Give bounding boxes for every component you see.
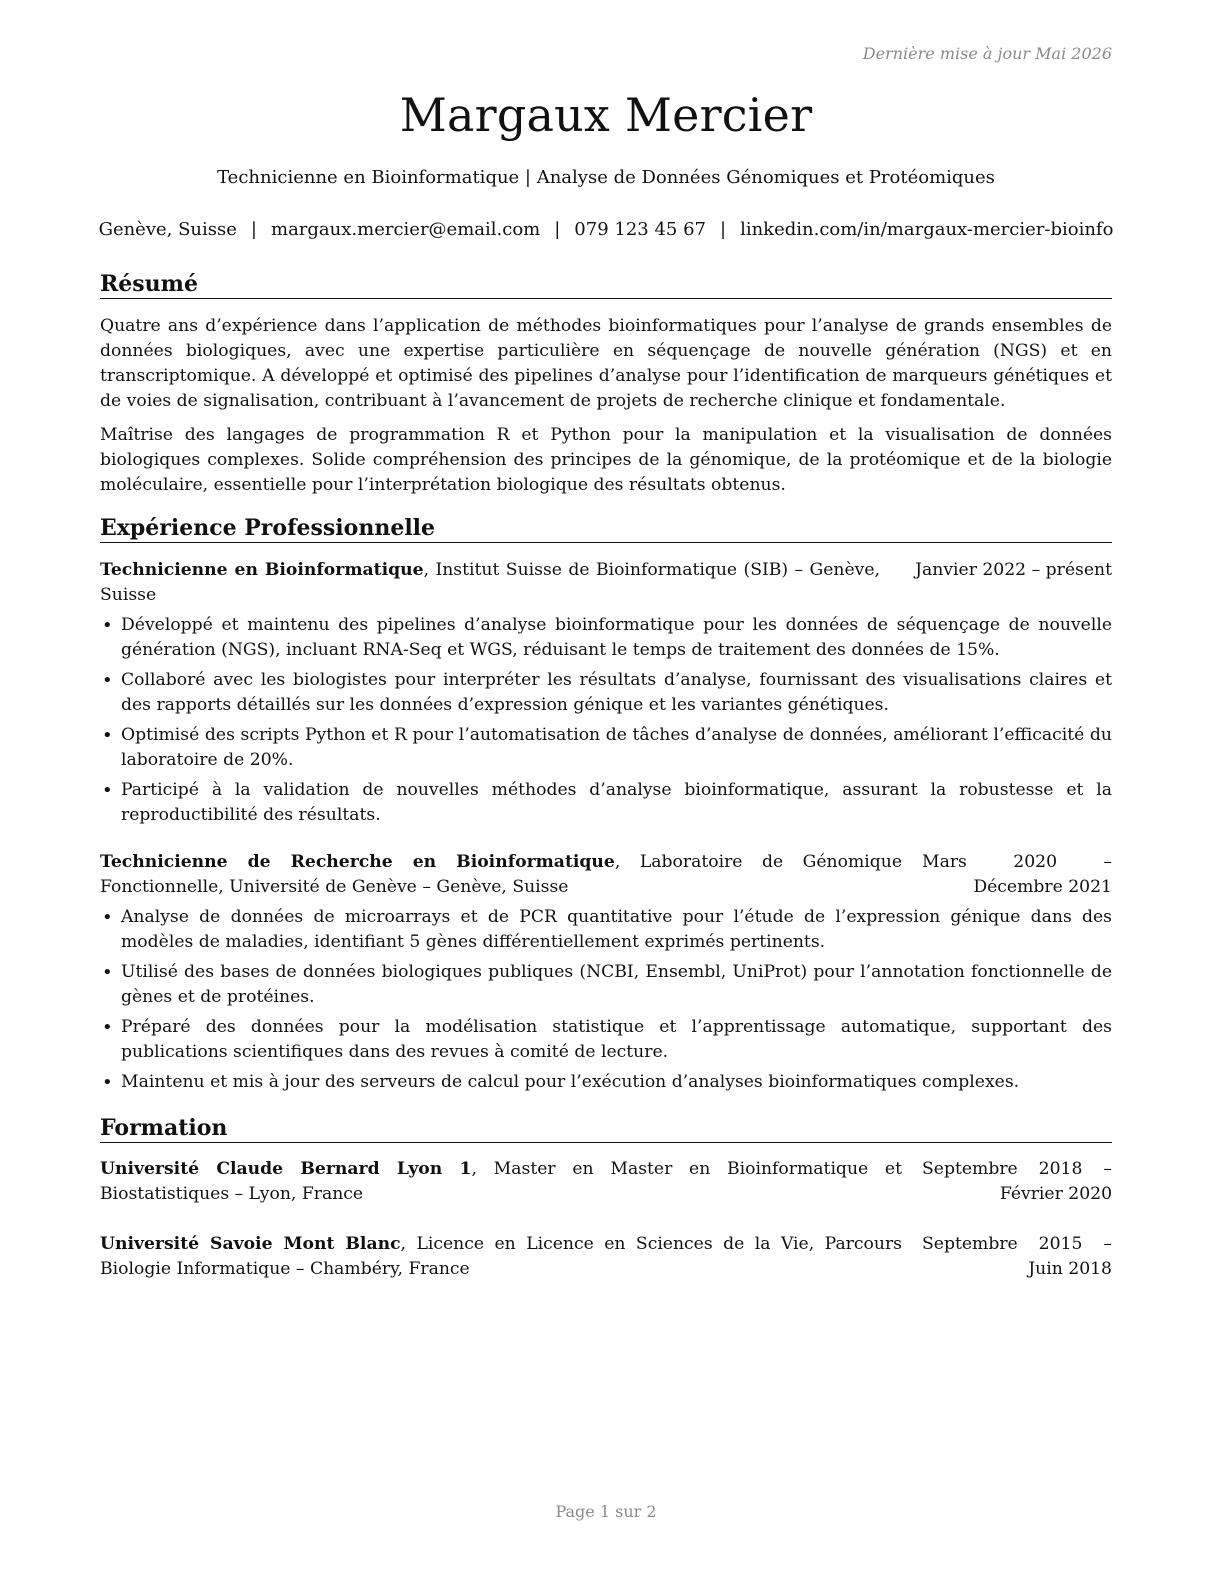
job-title-line bbox=[100, 558, 880, 608]
job-entry bbox=[100, 850, 1112, 1100]
job-header bbox=[100, 850, 1112, 900]
contact-location: Genève, Suisse bbox=[98, 219, 237, 240]
headline: Technicienne en Bioinformatique | Analyse de Données Génomiques et Protéomiques bbox=[217, 167, 995, 188]
job-header bbox=[100, 558, 1112, 608]
education-header bbox=[100, 1232, 1112, 1282]
education-title-line bbox=[100, 1157, 902, 1207]
section-title-summary: Résumé bbox=[100, 271, 1112, 299]
list-item: • Participé à la validation de nouvelles méthodes d’analyse bioinformatique, assurant la robustesse et la reproductibilité des résultats. bbox=[100, 778, 1112, 828]
list-item: • Analyse de données de microarrays et de PCR quantitative pour l’étude de l’expression génique dans des modèles de maladies, identifiant 5 gènes différentiellement exprimés pertinents. bbox=[100, 905, 1112, 955]
job-bullets bbox=[100, 613, 1112, 828]
list-item: • Optimisé des scripts Python et R pour l’automatisation de tâches d’analyse de données, améliorant l’efficacité du laboratoire de 20%. bbox=[100, 723, 1112, 773]
education-detail: , Licence en Licence en Sciences de la Vie, Parcours Biologie Informatique – Chambéry, France bbox=[100, 1234, 902, 1279]
section-title-experience: Expérience Professionnelle bbox=[100, 515, 1112, 543]
job-dates: Mars 2020 – Décembre 2021 bbox=[922, 852, 1112, 897]
contact-email[interactable]: margaux.mercier@email.com bbox=[271, 219, 541, 240]
contact-separator: | bbox=[250, 219, 257, 240]
list-item: • Collaboré avec les biologistes pour interpréter les résultats d’analyse, fournissant des visualisations claires et des rapports détaillés sur les données d’expression génique et les variantes génétiques. bbox=[100, 668, 1112, 718]
job-organization: , Laboratoire de Génomique Fonctionnelle, Université de Genève – Genève, Suisse bbox=[100, 852, 903, 897]
education-title-line bbox=[100, 1232, 902, 1282]
contact-separator: | bbox=[719, 219, 727, 240]
education-header bbox=[100, 1157, 1112, 1207]
summary-paragraph-2: Maîtrise des langages de programmation R et Python pour la manipulation et la visualisation de données biologiques complexes. Solide compréhension des principes de la génomique, de la protéomique et de la biologie moléculaire, essentielle pour l’interprétation biologique des résultats obtenus. bbox=[100, 425, 1112, 495]
education-school: Université Savoie Mont Blanc bbox=[100, 1234, 401, 1254]
section-title-education: Formation bbox=[100, 1115, 1112, 1143]
contact-separator: | bbox=[554, 219, 561, 240]
list-item: • Maintenu et mis à jour des serveurs de calcul pour l’exécution d’analyses bioinformatiques complexes. bbox=[100, 1070, 1112, 1095]
last-updated: Dernière mise à jour Mai 2026 bbox=[862, 44, 1112, 63]
education-dates: Septembre 2018 – Février 2020 bbox=[922, 1159, 1112, 1204]
resume-page bbox=[100, 0, 1112, 1584]
education-detail: , Master en Master en Bioinformatique et Biostatistiques – Lyon, France bbox=[100, 1159, 902, 1204]
education-entry bbox=[100, 1157, 1112, 1207]
job-role: Technicienne de Recherche en Bioinformatique bbox=[100, 852, 615, 872]
job-organization: , Institut Suisse de Bioinformatique (SIB) – Genève, Suisse bbox=[100, 560, 880, 605]
job-title-line bbox=[100, 850, 902, 900]
education-school: Université Claude Bernard Lyon 1 bbox=[100, 1159, 472, 1179]
education-dates: Septembre 2015 – Juin 2018 bbox=[922, 1234, 1112, 1279]
job-dates: Janvier 2022 – présent bbox=[915, 560, 1112, 580]
list-item: • Préparé des données pour la modélisation statistique et l’apprentissage automatique, supportant des publications scientifiques dans des revues à comité de lecture. bbox=[100, 1015, 1112, 1065]
contact-linkedin[interactable]: linkedin.com/in/margaux-mercier-bioinfo bbox=[740, 219, 1114, 240]
contact-line bbox=[90, 219, 1122, 240]
contact-phone: 079 123 45 67 bbox=[574, 219, 706, 240]
job-role: Technicienne en Bioinformatique bbox=[100, 560, 424, 580]
job-bullets bbox=[100, 905, 1112, 1095]
page-number: Page 1 sur 2 bbox=[555, 1502, 657, 1521]
job-entry bbox=[100, 558, 1112, 833]
summary-paragraph-1: Quatre ans d’expérience dans l’application de méthodes bioinformatiques pour l’analyse de grands ensembles de données biologiques, avec une expertise particulière en séquençage de nouvelle génération (NGS) et en transcriptomique. A développé et optimisé des pipelines d’analyse pour l’identification de marqueurs génétiques et de voies de signalisation, contribuant à l’avancement de projets de recherche clinique et fondamentale. bbox=[100, 316, 1112, 411]
education-entry bbox=[100, 1232, 1112, 1282]
candidate-name: Margaux Mercier bbox=[399, 88, 813, 142]
list-item: • Développé et maintenu des pipelines d’analyse bioinformatique pour les données de séquençage de nouvelle génération (NGS), incluant RNA-Seq et WGS, réduisant le temps de traitement des données de 15%. bbox=[100, 613, 1112, 663]
list-item: • Utilisé des bases de données biologiques publiques (NCBI, Ensembl, UniProt) pour l’annotation fonctionnelle de gènes et de protéines. bbox=[100, 960, 1112, 1010]
